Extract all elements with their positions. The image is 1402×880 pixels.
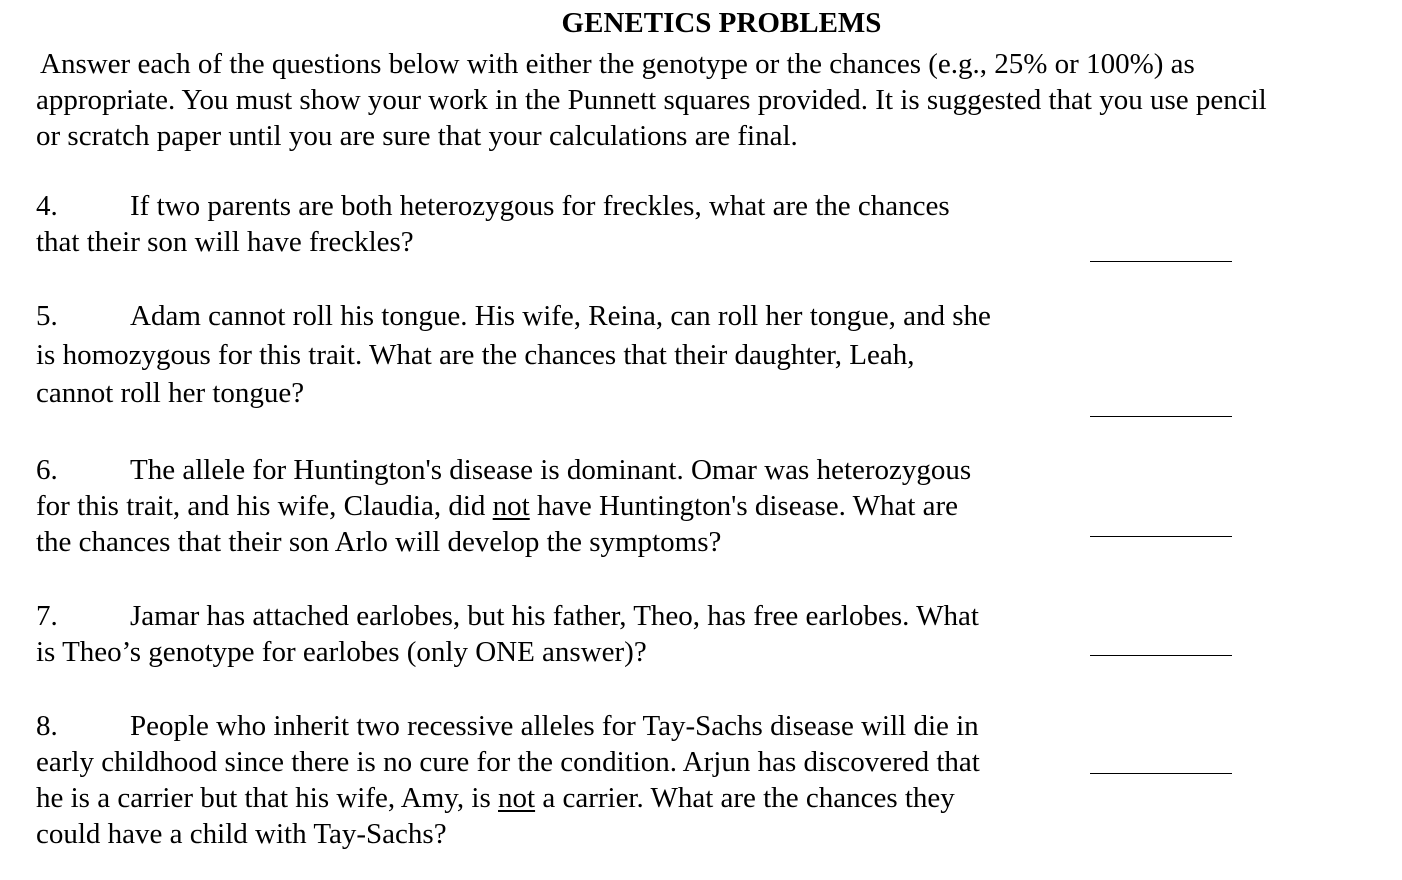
- question-6: [36, 452, 1076, 560]
- question-number: 5.: [36, 300, 58, 332]
- question-text: early childhood since there is no cure for the condition. Arjun has discovered that: [36, 746, 980, 778]
- question-text: People who inherit two recessive alleles for Tay-Sachs disease will die in: [130, 710, 979, 742]
- question-8: [36, 708, 1076, 852]
- page-title: GENETICS PROBLEMS: [561, 7, 882, 39]
- question-text: The allele for Huntington's disease is dominant. Omar was heterozygous: [130, 454, 972, 486]
- question-4: [36, 188, 1076, 260]
- question-number: 6.: [36, 454, 58, 486]
- question-text: for this trait, and his wife, Claudia, did not have Huntington's disease. What are: [36, 490, 959, 522]
- answer-blank-8[interactable]: [1090, 773, 1232, 774]
- question-number: 7.: [36, 600, 58, 632]
- instructions-line: appropriate. You must show your work in the Punnett squares provided. It is suggested that you use pencil: [36, 84, 1267, 116]
- answer-blank-5[interactable]: [1090, 416, 1232, 417]
- question-text: the chances that their son Arlo will develop the symptoms?: [36, 526, 722, 558]
- emphasis-not: not: [498, 782, 536, 814]
- question-5: [36, 297, 1076, 413]
- question-text: Jamar has attached earlobes, but his father, Theo, has free earlobes. What: [130, 600, 979, 632]
- answer-blank-4[interactable]: [1090, 261, 1232, 262]
- instructions: [36, 46, 1396, 154]
- answer-blank-6[interactable]: [1090, 536, 1232, 537]
- question-text: is homozygous for this trait. What are the chances that their daughter, Leah,: [36, 338, 915, 371]
- question-text: that their son will have freckles?: [36, 226, 414, 258]
- question-text: is Theo’s genotype for earlobes (only ONE answer)?: [36, 636, 647, 668]
- emphasis-not: not: [492, 490, 530, 522]
- question-text: cannot roll her tongue?: [36, 377, 305, 409]
- question-number: 4.: [36, 190, 58, 222]
- question-text: If two parents are both heterozygous for freckles, what are the chances: [130, 190, 950, 222]
- answer-blank-7[interactable]: [1090, 655, 1232, 656]
- instructions-line: Answer each of the questions below with either the genotype or the chances (e.g., 25% or 100%) as: [40, 48, 1195, 80]
- question-7: [36, 598, 1076, 670]
- question-number: 8.: [36, 710, 58, 742]
- question-text: Adam cannot roll his tongue. His wife, Reina, can roll her tongue, and she: [130, 300, 991, 332]
- question-text: he is a carrier but that his wife, Amy, is not a carrier. What are the chances they: [36, 782, 955, 814]
- question-text: could have a child with Tay-Sachs?: [36, 818, 447, 850]
- instructions-line: or scratch paper until you are sure that your calculations are final.: [36, 120, 798, 152]
